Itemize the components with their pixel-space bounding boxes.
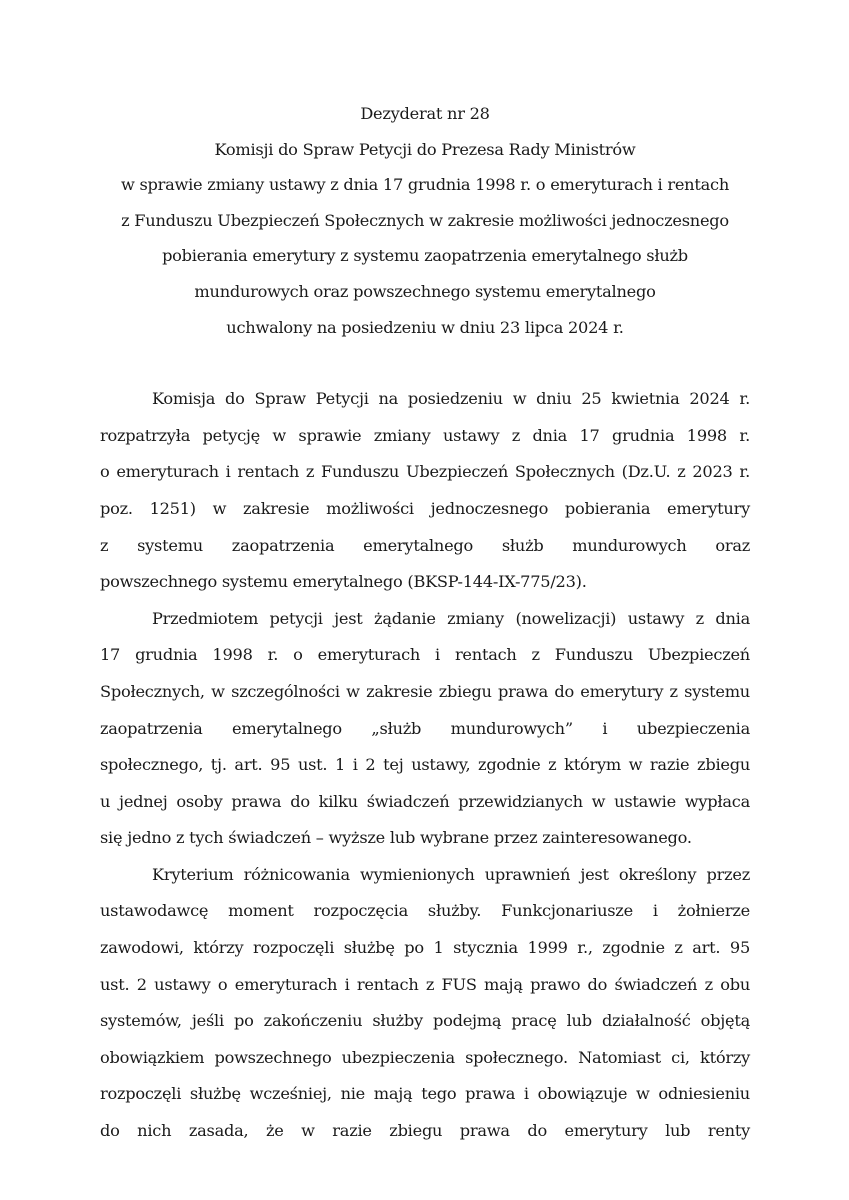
paragraph: [100, 381, 750, 601]
text-line: Społecznych, w szczególności w zakresie zbiegu prawa do emerytury z systemu: [100, 681, 750, 701]
text-line: społecznego, tj. art. 95 ust. 1 i 2 tej ustawy, zgodnie z którym w razie zbiegu: [100, 755, 750, 775]
text-line: zawodowi, którzy rozpoczęli służbę po 1 stycznia 1999 r., zgodnie z art. 95: [100, 938, 750, 958]
text-line: obowiązkiem powszechnego ubezpieczenia społecznego. Natomiast ci, którzy: [100, 1047, 750, 1067]
document-title-block: [100, 96, 750, 345]
text-line: o emeryturach i rentach z Funduszu Ubezpieczeń Społecznych (Dz.U. z 2023 r.: [100, 462, 750, 482]
paragraph: [100, 857, 750, 1150]
title-line: Dezyderat nr 28: [360, 104, 490, 123]
text-line: poz. 1251) w zakresie możliwości jednoczesnego pobierania emerytury: [100, 498, 750, 518]
text-line: zaopatrzenia emerytalnego „służb mundurowych” i ubezpieczenia: [100, 718, 750, 738]
text-line: powszechnego systemu emerytalnego (BKSP-144-IX-775/23).: [100, 572, 587, 592]
title-line: pobierania emerytury z systemu zaopatrzenia emerytalnego służb: [162, 246, 688, 266]
text-line: się jedno z tych świadczeń – wyższe lub wybrane przez zainteresowanego.: [100, 828, 692, 848]
text-line: 17 grudnia 1998 r. o emeryturach i rentach z Funduszu Ubezpieczeń: [100, 645, 750, 665]
text-line: rozpatrzyła petycję w sprawie zmiany ustawy z dnia 17 grudnia 1998 r.: [100, 425, 750, 445]
text-line: z systemu zaopatrzenia emerytalnego służb mundurowych oraz: [100, 535, 750, 555]
title-line: z Funduszu Ubezpieczeń Społecznych w zakresie możliwości jednoczesnego: [121, 210, 729, 230]
text-line: do nich zasada, że w razie zbiegu prawa do emerytury lub renty: [100, 1121, 750, 1141]
text-line: Komisja do Spraw Petycji na posiedzeniu w dniu 25 kwietnia 2024 r.: [152, 389, 750, 409]
document-body: [100, 381, 750, 1149]
text-line: ustawodawcę moment rozpoczęcia służby. Funkcjonariusze i żołnierze: [100, 901, 750, 921]
title-line: mundurowych oraz powszechnego systemu emerytalnego: [194, 281, 656, 301]
title-line: Komisji do Spraw Petycji do Prezesa Rady Ministrów: [214, 139, 636, 159]
text-line: ust. 2 ustawy o emeryturach i rentach z FUS mają prawo do świadczeń z obu: [100, 974, 750, 994]
text-line: rozpoczęli służbę wcześniej, nie mają tego prawa i obowiązuje w odniesieniu: [100, 1084, 750, 1104]
document-page: [100, 96, 750, 1150]
text-line: Przedmiotem petycji jest żądanie zmiany (nowelizacji) ustawy z dnia: [152, 608, 750, 628]
text-line: systemów, jeśli po zakończeniu służby podejmą pracę lub działalność objętą: [100, 1011, 750, 1031]
text-line: Kryterium różnicowania wymienionych uprawnień jest określony przez: [152, 864, 750, 884]
title-line: uchwalony na posiedzeniu w dniu 23 lipca 2024 r.: [226, 317, 624, 337]
paragraph: [100, 601, 750, 857]
text-line: u jednej osoby prawa do kilku świadczeń przewidzianych w ustawie wypłaca: [100, 791, 750, 811]
title-line: w sprawie zmiany ustawy z dnia 17 grudnia 1998 r. o emeryturach i rentach: [120, 175, 730, 195]
